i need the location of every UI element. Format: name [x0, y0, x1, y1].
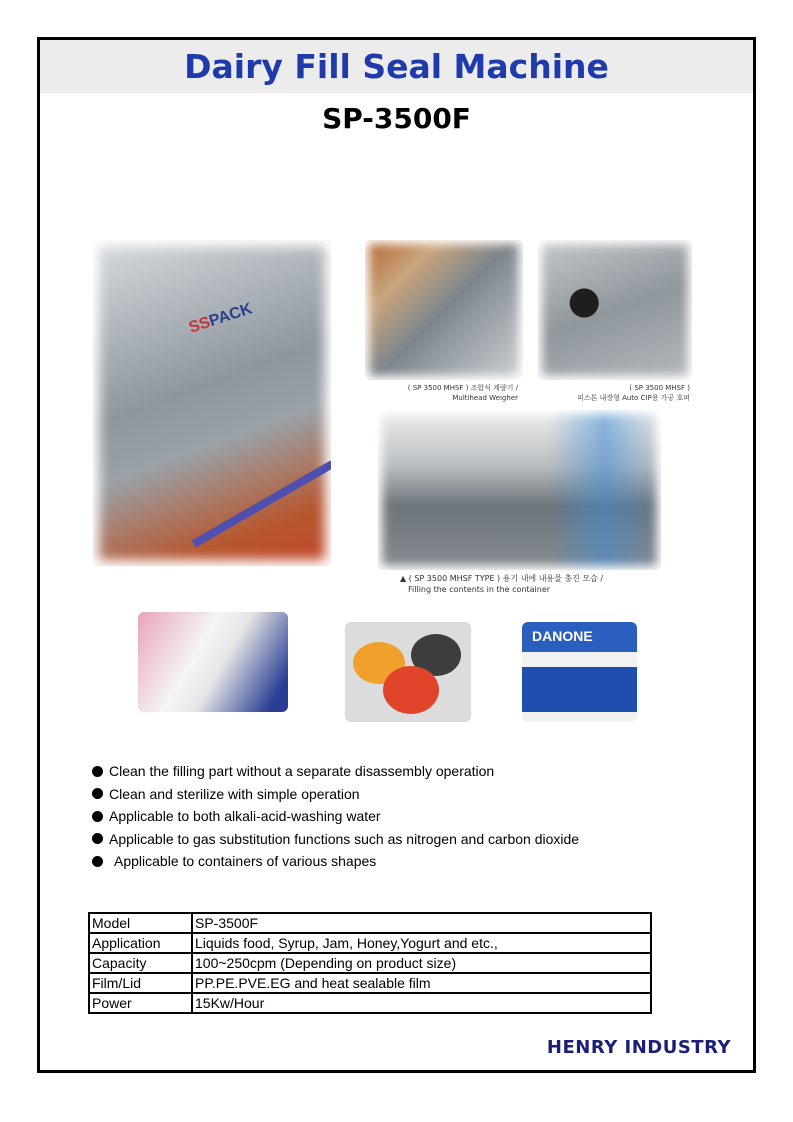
machine-rail [192, 461, 331, 548]
feature-item: Applicable to both alkali-acid-washing water [92, 805, 579, 828]
filling-photo [378, 410, 661, 570]
filling-caption: ▲ ( SP 3500 MHSF TYPE ) 용기 내에 내용물 충진 모습 / Filling the contents in the container [400, 574, 604, 594]
feature-item: Applicable to containers of various shapes [92, 850, 579, 873]
company-name: HENRY INDUSTRY [546, 1037, 731, 1058]
table-row: Capacity 100~250cpm (Depending on product size) [89, 953, 651, 973]
page-title: Dairy Fill Seal Machine [184, 47, 609, 86]
cip-caption: ( SP 3500 MHSF ) 피스톤 내장형 Auto CIP용 가공 호퍼 [577, 384, 690, 402]
feature-item: Applicable to gas substitution functions such as nitrogen and carbon dioxide [92, 828, 579, 851]
brochure-frame [37, 37, 756, 1073]
cip-photo [538, 240, 692, 380]
table-row: Model SP-3500F [89, 913, 651, 933]
bullet-icon [92, 788, 103, 799]
danone-logo: DANONE [532, 628, 593, 644]
feature-list [92, 760, 579, 873]
yogurt-cups-product [138, 612, 288, 712]
weigher-photo [365, 240, 523, 380]
model-subtitle: SP-3500F [322, 102, 471, 135]
bullet-icon [92, 856, 103, 867]
table-row: Application Liquids food, Syrup, Jam, Honey,Yogurt and etc., [89, 933, 651, 953]
red-cup [383, 666, 439, 714]
weigher-caption: ( SP 3500 MHSF ) 조합식 계량기 / Multihead Weigher [407, 384, 518, 402]
feature-item: Clean the filling part without a separate disassembly operation [92, 760, 579, 783]
title-band [40, 40, 753, 93]
spec-table [88, 912, 652, 1014]
sauce-cups-product [345, 622, 471, 722]
bullet-icon [92, 833, 103, 844]
machine-photo [93, 240, 331, 566]
bullet-icon [92, 811, 103, 822]
table-row: Power 15Kw/Hour [89, 993, 651, 1013]
danone-yogurt-product [522, 622, 637, 722]
bullet-icon [92, 766, 103, 777]
table-row: Film/Lid PP.PE.PVE.EG and heat sealable film [89, 973, 651, 993]
feature-item: Clean and sterilize with simple operation [92, 783, 579, 806]
brand-logo: SSPACK [186, 300, 255, 337]
